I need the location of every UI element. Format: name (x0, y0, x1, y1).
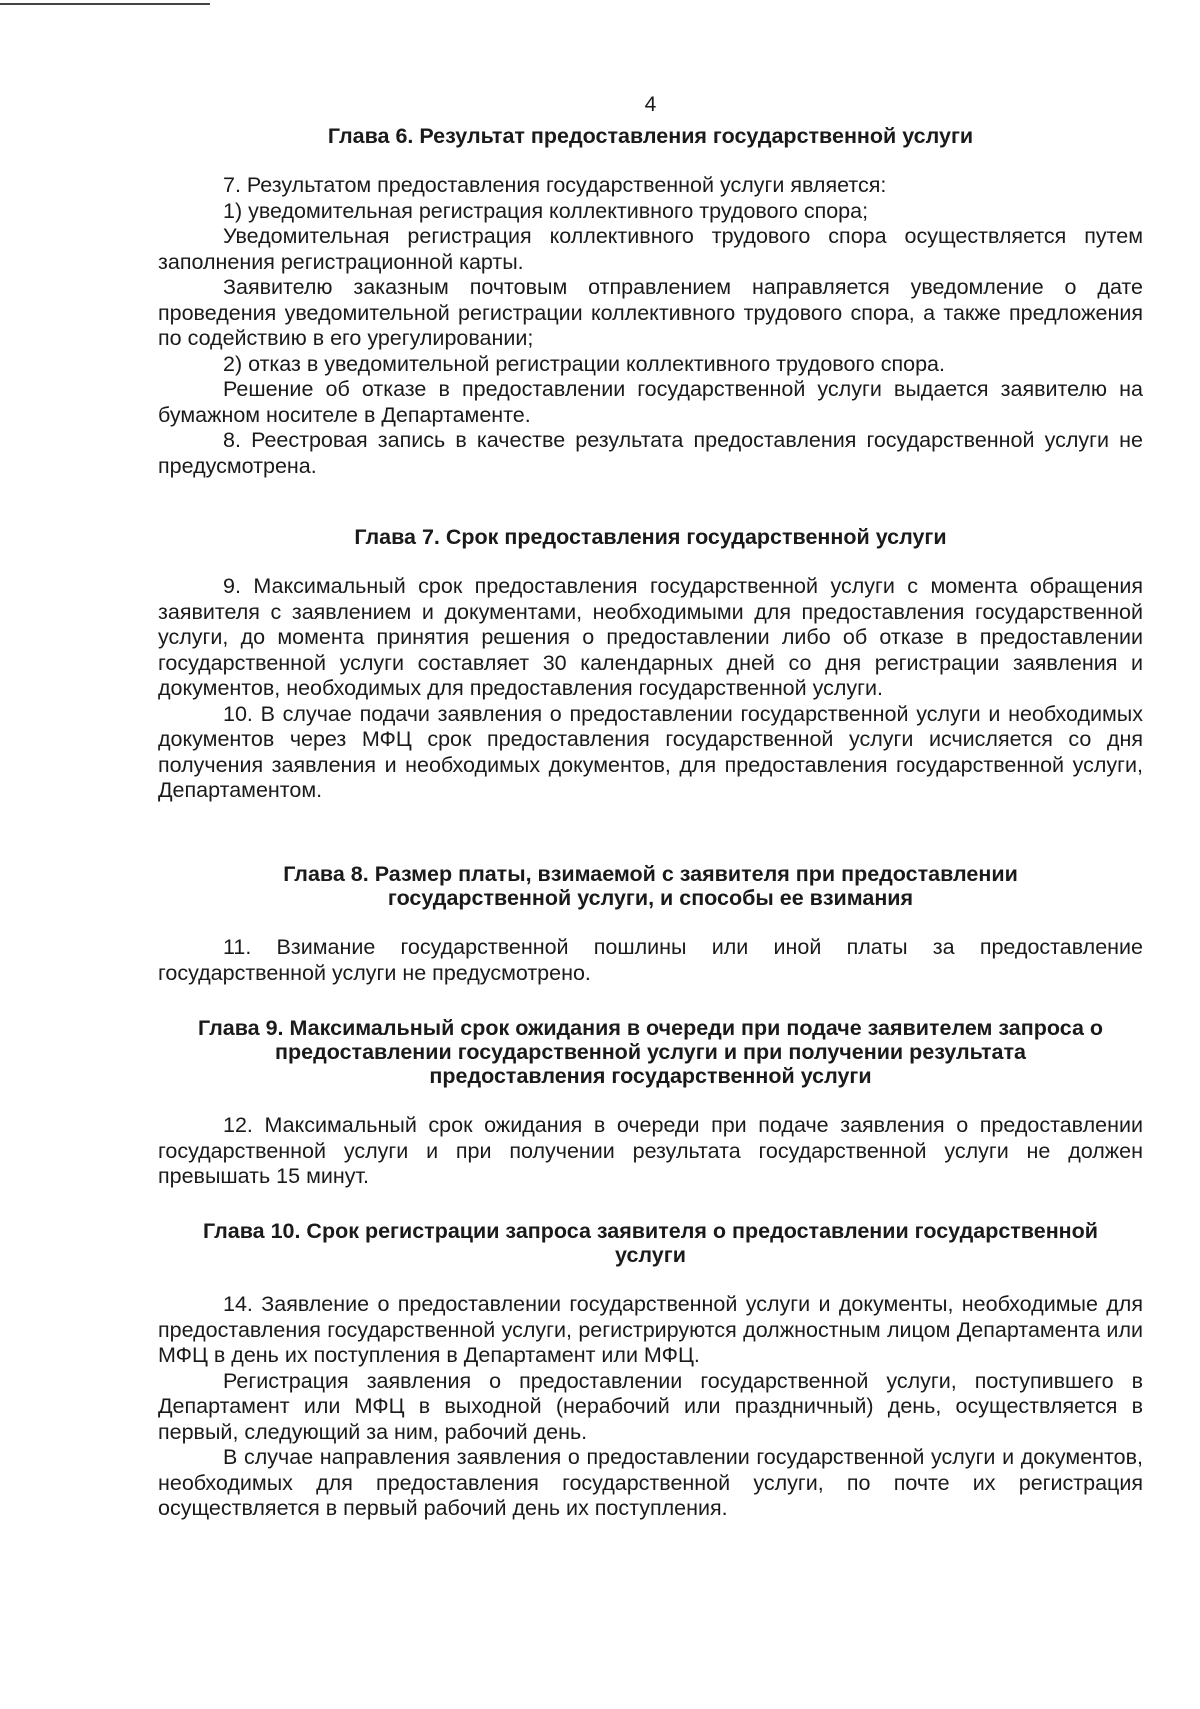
paragraph: 11. Взимание государственной пошлины или иной платы за предоставление государственной услуги не предусмотрено. (158, 935, 1143, 985)
section-heading: Глава 7. Срок предоставления государственной услуги (354, 525, 947, 549)
section-heading: Глава 8. Размер платы, взимаемой с заявителя при предоставлении государственной услуги, и способы ее взимания (283, 862, 1018, 910)
paragraph: Заявителю заказным почтовым отправлением направляется уведомление о дате проведения уведомительной регистрации коллективного трудового спора, а также предложения по содействию в его урегулировании; (158, 275, 1143, 350)
scan-edge-line (0, 3, 210, 5)
paragraph: 7. Результатом предоставления государственной услуги является: (223, 173, 887, 197)
paragraph: 10. В случае подачи заявления о предоставлении государственной услуги и необходимых документов через МФЦ срок предоставления государственной услуги исчисляется со дня получения заявления и необходимых документов, для предоставления государственной услуги, Департаментом. (158, 701, 1143, 802)
section-heading: Глава 10. Срок регистрации запроса заявителя о предоставлении государственной услуги (202, 1219, 1099, 1267)
paragraph: Уведомительная регистрация коллективного трудового спора осуществляется путем заполнения регистрационной карты. (158, 224, 1143, 274)
section-heading: Глава 6. Результат предоставления государственной услуги (327, 124, 974, 148)
section-chapter-10 (158, 1219, 1143, 1522)
paragraph: Регистрация заявления о предоставлении государственной услуги, поступившего в Департамент или МФЦ в выходной (нерабочий или праздничный) день, осуществляется в первый, следующий за ним, рабочий день. (158, 1368, 1143, 1444)
section-heading: Глава 9. Максимальный срок ожидания в очереди при подаче заявителем запроса о предоставлении государственной услуги и при получении результата предоставления государственной услуги (198, 1016, 1104, 1088)
paragraph: 14. Заявление о предоставлении государственной услуги и документы, необходимые для предоставления государственной услуги, регистрируются должностным лицом Департамента или МФЦ в день их поступления в Департамент или МФЦ. (158, 1292, 1143, 1367)
paragraph: В случае направления заявления о предоставлении государственной услуги и документов, необходимых для предоставления государственной услуги, по почте их регистрация осуществляется в первый рабочий день их поступления. (158, 1445, 1143, 1520)
section-chapter-6 (158, 124, 1143, 479)
paragraph: 1) уведомительная регистрация коллективного трудового спора; (223, 198, 869, 223)
page-number: 4 (644, 93, 657, 116)
paragraph: 12. Максимальный срок ожидания в очереди при подаче заявления о предоставлении государственной услуги и при получении результата государственной услуги не должен превышать 15 минут. (158, 1113, 1143, 1188)
section-chapter-8 (158, 862, 1143, 986)
paragraph: Решение об отказе в предоставлении государственной услуги выдается заявителю на бумажном носителе в Департаменте. (158, 377, 1143, 427)
paragraph: 8. Реестровая запись в качестве результата предоставления государственной услуги не предусмотрена. (158, 428, 1143, 478)
paragraph: 9. Максимальный срок предоставления государственной услуги с момента обращения заявителя с заявлением и документами, необходимыми для предоставления государственной услуги, до момента принятия решения о предоставлении либо об отказе в предоставлении государственной услуги составляет 30 календарных дней со дня регистрации заявления и документов, необходимых для предоставления государственной услуги. (158, 574, 1143, 700)
section-chapter-9 (158, 1016, 1143, 1190)
paragraph: 2) отказ в уведомительной регистрации коллективного трудового спора. (223, 351, 945, 376)
section-chapter-7 (158, 525, 1143, 804)
